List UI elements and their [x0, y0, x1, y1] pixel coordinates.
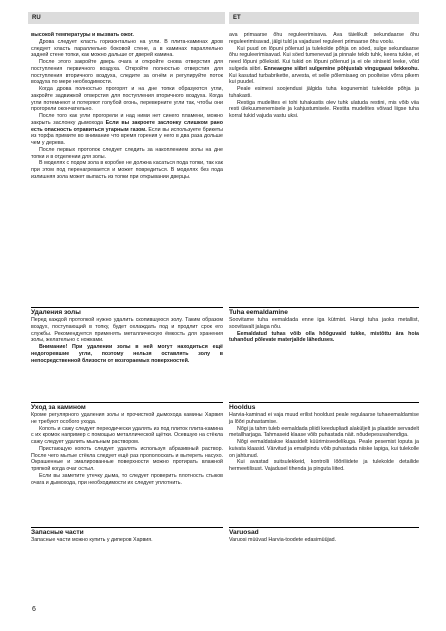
et-parts-divider	[229, 527, 419, 528]
et-para-2-warning: Enneaegne siibri sulgemine põhjustab vingugaasi tekkeohu.	[264, 65, 420, 72]
et-care-para-2: Nõgi ja tahm tuleb eemaldada pliidi keedupliadi alaküljelt ja plaatide servadelt metallharjaga. Tahmaseid klaase võib puhastada näit. nõudepesuvahendiga.	[229, 425, 419, 439]
ru-care-heading: Уход за камином	[31, 404, 86, 411]
et-care-para-4: Kui avastad suitsulekkeid, kontrolli lõõriliidete ja tulekolde detailide hermeetilisust. Vajadusel tihenda ja pinguta liited.	[229, 459, 419, 472]
ru-para-5-after: Если вы используете брикеты из торфа примите во внимание что время горения у него в два раза дольше чем у дерева.	[31, 126, 223, 146]
ru-ash-warning: Внимание! При удалении золы в ней могут находиться ещё недогоревшие угли, поэтому нельзя оставлять золу в непосредственной близости от возгораемых поверхностей.	[31, 344, 223, 364]
language-tab-et: ET	[229, 12, 419, 24]
ru-care-para-2: Копоть и сажу следует переодически удалять из под плиток плита-камина с их кромок например с помощью металлической щётки. Осевшую на стёкла сажу следует удалить мыльным раствором.	[31, 425, 223, 445]
ru-parts-heading: Запасные части	[31, 529, 84, 536]
ru-para-1: высокой температуры и вызвать ожог.	[31, 32, 134, 38]
ru-ash-divider	[31, 307, 223, 308]
et-care-section	[229, 404, 419, 473]
ru-para-7: В моделях с подом зола в коробке не должна касаться пода топки, так как при этом под перенагревается и может повредиться. В моделях без пода излишняя зола может выпасть из топки при открывании дверцы.	[31, 160, 223, 180]
ru-care-para-1: Кроме регулярного удаления золы и прочисткой дымохода камины Харвия не требуют особого ухода.	[31, 412, 223, 425]
ru-top-text	[31, 32, 223, 181]
et-care-para-3: Nõgi eemaldatakse klaasidelt küürimisvedelikuga. Peale pesemist loputa ja kuivata klaasid. Värvitud ja emailpindu võib puhastada niiske lapiga, kui tulekolle on jahtunud.	[229, 439, 419, 459]
et-para-2	[229, 46, 419, 87]
et-para-4: Restiga mudelites ei tohi tuhakastis olev tuhk ulatuda restini, mis võib viia resti ülekuumenemisele ja kahjustumisele. Restita mudelites võivad liigse tuha korral tukid vajuda vastu uksi.	[229, 99, 419, 119]
ru-para-2: Дрова следует класть горизонтально на угли. В плита-каминах дров следует класть параллельно боковой стене, а в каминах параллельно задней стене топки, как можно дальше от дверей камина.	[31, 38, 223, 59]
et-ash-text: Soovitame tuha eemaldada enne iga kütmist. Hangi tuha jaoks metallist, soovitavalt jalaga nõu.	[229, 317, 419, 330]
page-number: 6	[32, 606, 36, 613]
ru-para-3: После этого закройте дверь очага и откройте снова отверстия для поступления первичного воздуха. Откройте полностью отверстия для поступления вторичного воздуха, следите за огнём и регулируйте поток воздуха по мере необходимости.	[31, 59, 223, 86]
et-para-2-plain: Kui puud on lõpuni põlenud ja tulekolde põhja on söed, sulge sekundaarse õhu reguleerimisavad. Kui söed tumenevad ja pinnale tekib tuhk, keera tukke, et need lõpuni põleksid. Kui tukid on lõpuni põlenud ja ei ole siniseid leeke, võid sulgeda siibri.	[229, 45, 419, 72]
et-care-divider	[229, 402, 419, 403]
et-para-1: ava primaarse õhu reguleerimisava. Ava täielikult sekundaarse õhu reguleerimisavad, jälgi tuld ja vajadusel reguleeri primaarse õhu voolu.	[229, 32, 419, 45]
ru-para-6: После первых протопок следует следить за накоплением золы на дне топки и в отделении для золы.	[31, 146, 223, 160]
language-tab-ru: RU	[28, 12, 225, 24]
et-ash-divider	[229, 307, 419, 308]
ru-para-5-plain: После того как угли прогорели и над ними нет синего пламени, можно закрыть заслонку дымохода	[31, 113, 223, 126]
ru-parts-divider	[31, 527, 223, 528]
ru-para-5	[31, 113, 223, 147]
ru-parts-text: Запасные части можно купить у диперов Харвия.	[31, 537, 153, 543]
ru-para-4: Когда дрова полностью прогорят и на дне топки образуются угли, закройте задвижкой отверстия для поступления вторичного воздуха. Когда угли потемнеют и потеряют голубой огонь, переверните угли так, чтобы они прогорели окончательно.	[31, 86, 223, 113]
et-ash-warning: Eemaldatud tuhas võib olla hõõguvaid tukke, mistõttu ära hoia tuhanõud põlevate materjalide läheduses.	[229, 330, 419, 344]
et-parts-text: Varuosi müüvad Harvia-toodete edasimüüjad.	[229, 537, 337, 543]
ru-care-divider	[31, 402, 223, 403]
et-para-3: Peale esimesi soojendusi jälgida tuha kogunemist tulekolde põhja ja tuhakasti.	[229, 86, 419, 99]
ru-parts-section	[31, 529, 223, 544]
et-care-heading: Hooldus	[229, 404, 256, 411]
ru-care-section	[31, 404, 223, 486]
et-para-2-after: Kui kasutad turbabrikette, arvesta, et selle põlemisaeg on poolteise võrra pikem kui puudel.	[229, 72, 419, 86]
et-ash-section	[229, 309, 419, 344]
ru-para-5-warning: Если вы закроете заслонку слишком рано есть опасность отравиться угарным газом.	[31, 119, 223, 133]
ru-ash-section	[31, 309, 223, 364]
et-ash-heading: Tuha eemaldamine	[229, 309, 288, 316]
et-top-text	[229, 32, 419, 120]
ru-care-para-3: Пристающую копоть следует удалять используя абразивный раствор. После чего мытые стёкла следует ещё раз прополоскать и вытереть насухо. Окрашенные и эмалированные поверхности можно протирать влажной тряпкой когда очаг остыл.	[31, 445, 223, 472]
et-care-para-1: Harvia-kaminad ei vaja muud erilist hooldust peale regulaarse tuhaeemaldamise ja lõõri puhastamise.	[229, 412, 419, 425]
et-parts-heading: Varuosad	[229, 529, 259, 536]
ru-care-para-4: Если вы заметите утечку дыма, то следует проверить плотность стыков очага и дымохода, при необходимости их следует уплотнить.	[31, 472, 223, 486]
et-parts-section	[229, 529, 419, 544]
ru-ash-text: Перед каждой протопкой нужно удалить скопившуюся золу. Таким образом воздух, поступающий в топку, будет охлаждать под и продлит срок его службы. Рекомендуется применять металлическую ёмкость для хранения золы, желательно с ножками.	[31, 317, 223, 344]
ru-ash-heading: Удаления золы	[31, 309, 81, 316]
